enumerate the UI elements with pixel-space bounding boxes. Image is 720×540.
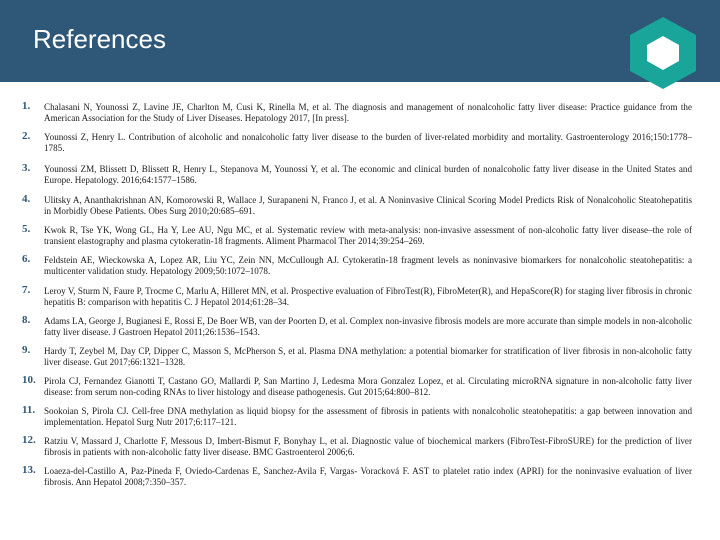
reference-text: Chalasani N, Younossi Z, Lavine JE, Charlton M, Cusi K, Rinella M, et al. The diagnosis and management of nonalcoholic fatty liver disease: Practice guidance from the American Association for the Study of Liver Diseases. Hepatology 2017, [In press]. [44,102,692,123]
reference-number: 8. [22,314,31,326]
reference-number: 5. [22,223,31,235]
reference-number: 10. [22,374,36,386]
reference-number: 2. [22,130,31,142]
reference-text: Ratziu V, Massard J, Charlotte F, Messous D, Imbert-Bismut F, Bonyhay L, et al. Diagnostic value of biochemical markers (FibroTest-FibroSURE) for the prediction of liver fibrosis in patients with non-alcoholic fatty liver disease. BMC Gastroenterol 2006;6. [44,436,692,457]
reference-number: 3. [22,162,31,174]
reference-text: Ulitsky A, Ananthakrishnan AN, Komorowski R, Wallace J, Surapaneni N, Franco J, et al. A Noninvasive Clinical Scoring Model Predicts Risk of Nonalcoholic Steatohepatitis in Morbidly Obese Patients. Obes Surg 2010;20:685–691. [44,195,692,216]
reference-text: Leroy V, Sturm N, Faure P, Trocme C, Marlu A, Hilleret MN, et al. Prospective evaluation of FibroTest(R), FibroMeter(R), and HepaScore(R) for staging liver fibrosis in chronic hepatitis B: comparison with hepatitis C. J Hepatol 2014;61:28–34. [44,286,692,307]
reference-text: Feldstein AE, Wieckowska A, Lopez AR, Liu YC, Zein NN, McCullough AJ. Cytokeratin-18 fragment levels as noninvasive biomarkers for nonalcoholic steatohepatitis: a multicenter validation study. Hepatology 2009;50:1072–1078. [44,255,692,276]
reference-number: 6. [22,253,31,265]
header-bar [0,0,720,82]
reference-text: Sookoian S, Pirola CJ. Cell-free DNA methylation as liquid biopsy for the assessment of fibrosis in patients with nonalcoholic steatohepatitis: a gap between innovation and implementation. Hepatol Surg Nutr 2017;6:117–121. [44,406,692,427]
reference-text: Kwok R, Tse YK, Wong GL, Ha Y, Lee AU, Ngu MC, et al. Systematic review with meta-analysis: non-invasive assessment of non-alcoholic fatty liver disease–the role of transient elastography and plasma cytokeratin-18 fragments. Aliment Pharmacol Ther 2014;39:254–269. [44,225,692,246]
reference-number: 9. [22,344,31,356]
reference-text: Loaeza-del-Castillo A, Paz-Pineda F, Oviedo-Cardenas E, Sanchez-Avila F, Vargas- Voracková F. AST to platelet ratio index (APRI) for the noninvasive evaluation of liver fibrosis. Ann Hepatol 2008;7:350–357. [44,466,692,487]
reference-text: Adams LA, George J, Bugianesi E, Rossi E, De Boer WB, van der Poorten D, et al. Complex non-invasive fibrosis models are more accurate than simple models in non-alcoholic fatty liver disease. J Gastroen Hepatol 2011;26:1536–1543. [44,316,692,337]
reference-number: 12. [22,434,36,446]
reference-text: Pirola CJ, Fernandez Gianotti T, Castano GO, Mallardi P, San Martino J, Ledesma Mora Gonzalez Lopez, et al. Circulating microRNA signature in non-alcoholic fatty liver disease: from serum non-coding RNAs to liver histology and disease pathogenesis. Gut 2015;64:800–812. [44,376,692,397]
page-title: References [33,24,166,54]
reference-text: Younossi Z, Henry L. Contribution of alcoholic and nonalcoholic fatty liver disease to the burden of liver-related morbidity and mortality. Gastroenterology 2016;150:1778–1785. [44,132,692,153]
reference-number: 11. [22,404,36,416]
reference-text: Hardy T, Zeybel M, Day CP, Dipper C, Masson S, McPherson S, et al. Plasma DNA methylation: a potential biomarker for stratification of liver fibrosis in non-alcoholic fatty liver disease. Gut 2017;66:1321–1328. [44,346,692,367]
reference-number: 7. [22,284,31,296]
reference-number: 13. [22,464,36,476]
reference-number: 1. [22,100,31,112]
reference-text: Younossi ZM, Blissett D, Blissett R, Henry L, Stepanova M, Younossi Y, et al. The economic and clinical burden of nonalcoholic fatty liver disease in the United States and Europe. Hepatology. 2016;64:1577–1586. [44,164,692,185]
hexagon-logo-icon [626,14,700,92]
reference-number: 4. [22,193,31,205]
